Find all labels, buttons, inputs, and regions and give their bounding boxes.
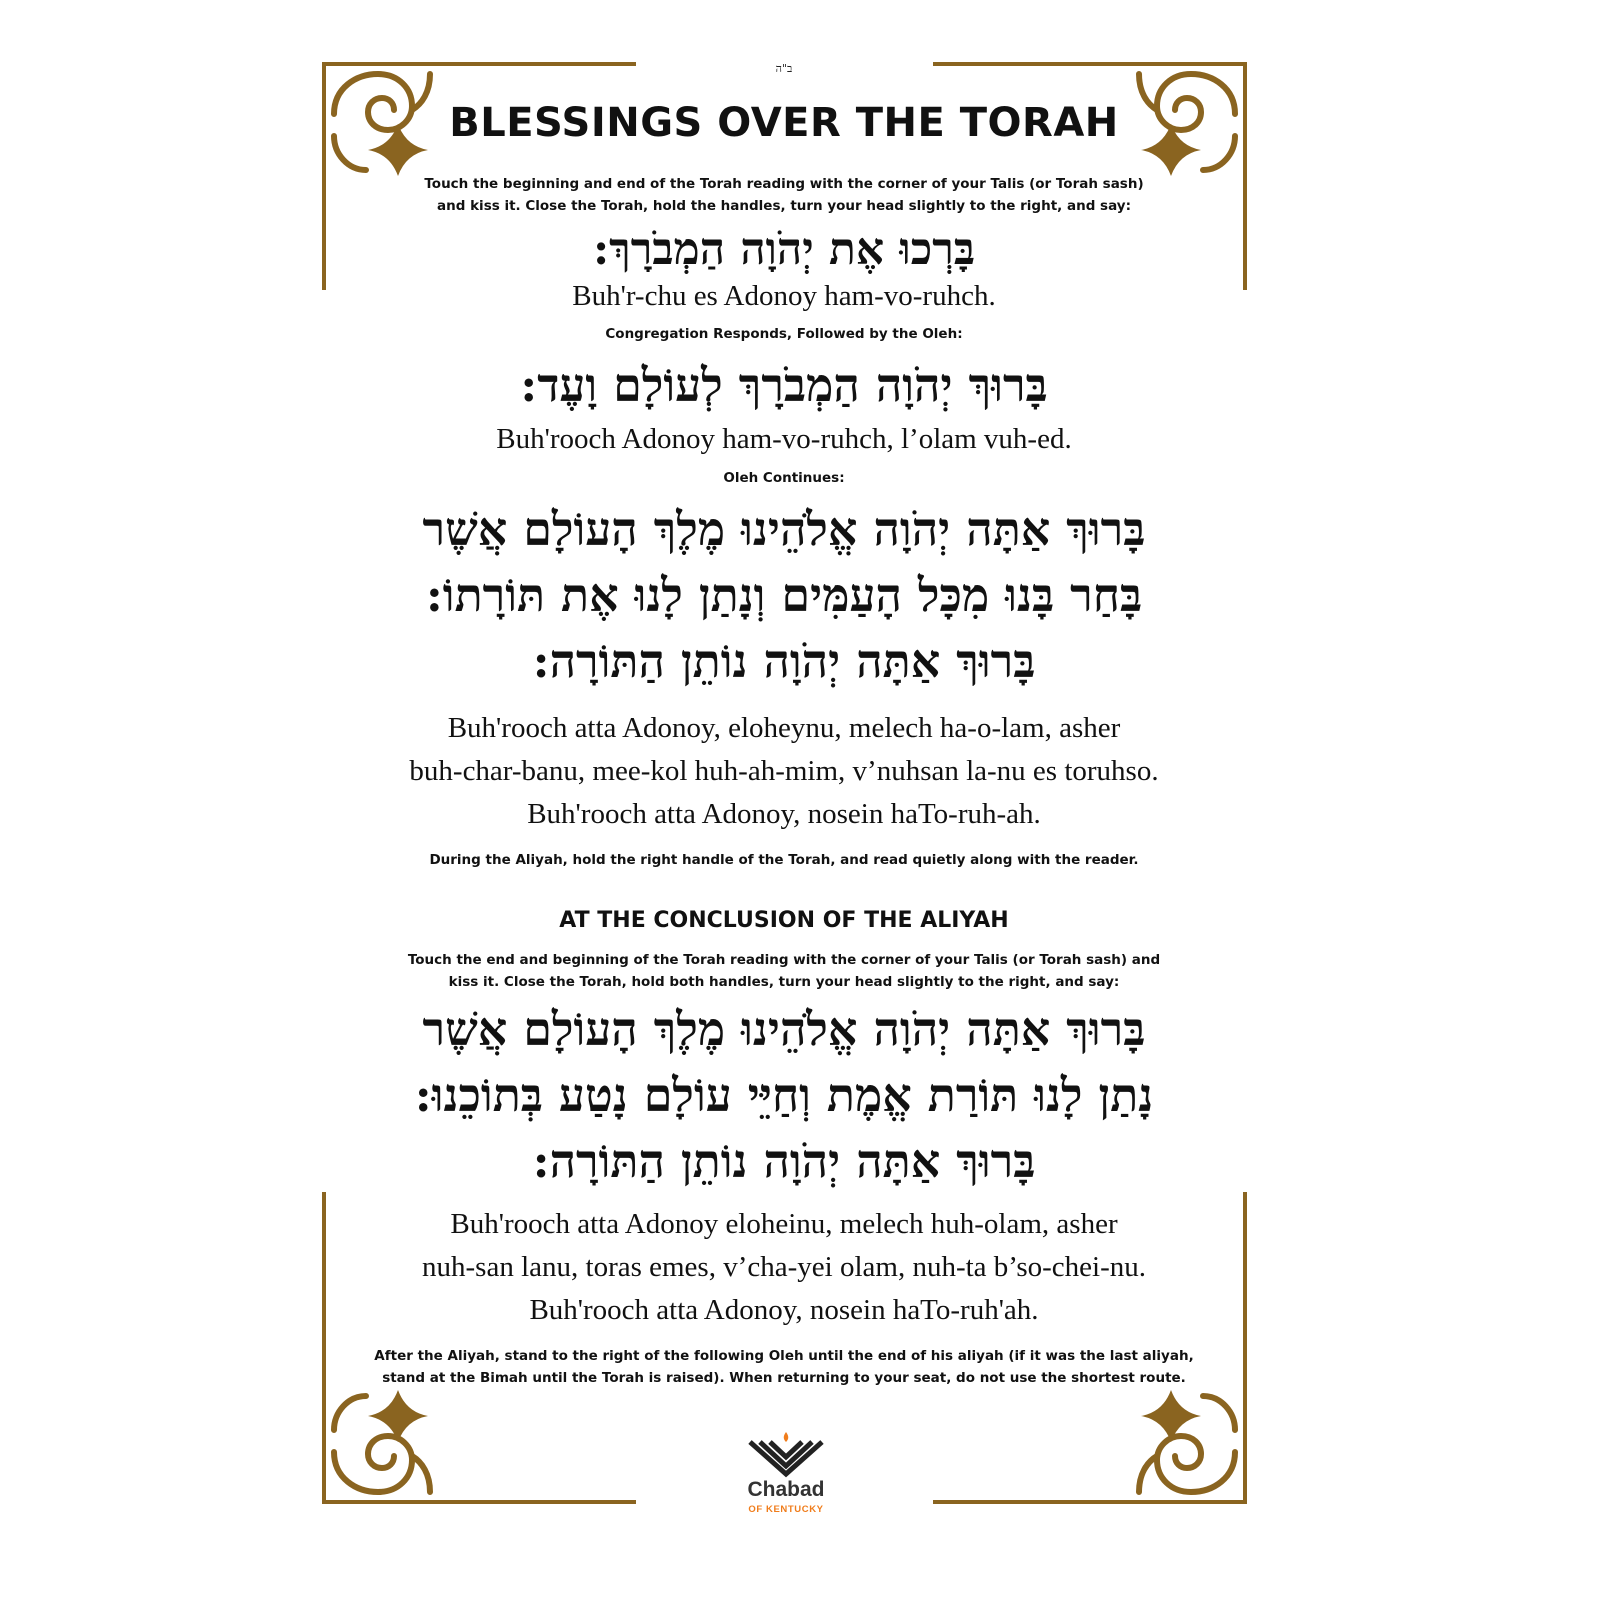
- section1-instructions: [0, 173, 1568, 217]
- hebrew-line: בָּחַר בָּנוּ מִכָּל הָעַמִּים וְנָתַן לָנוּ אֶת תּוֹרָתוֹ:: [425, 568, 1143, 622]
- instruction-line: Touch the end and beginning of the Torah reading with the corner of your Talis (or Torah sash) and: [407, 952, 1161, 968]
- hebrew-line: בָּרְכוּ אֶת יְהֹוָה הַמְבֹרָךְ:: [592, 224, 976, 275]
- corner-ornament-bottom-right-icon: [1131, 1388, 1243, 1500]
- bh-mark: ב"ה: [775, 62, 793, 75]
- note-line: After the Aliyah, stand to the right of the following Oleh until the end of his aliyah (if it was the last aliyah,: [374, 1348, 1194, 1364]
- response-label: Congregation Responds, Followed by the Oleh:: [605, 326, 963, 342]
- during-aliyah-note: During the Aliyah, hold the right handle of the Torah, and read quietly along with the reader.: [429, 852, 1139, 868]
- translit-line: Buh'rooch atta Adonoy, nosein haTo-ruh-ah.: [527, 798, 1041, 830]
- logo-name: Chabad: [747, 1478, 825, 1501]
- logo-subtitle: OF KENTUCKY: [748, 1504, 824, 1515]
- blessing-after-translit: [0, 1203, 1568, 1332]
- chabad-logo: [738, 1430, 834, 1520]
- blessing-before-translit: [0, 707, 1568, 836]
- conclusion-heading: AT THE CONCLUSION OF THE ALIYAH: [559, 908, 1009, 933]
- note-line: stand at the Bimah until the Torah is raised). When returning to your seat, do not use the shortest route.: [382, 1370, 1186, 1386]
- blessing-after-hebrew: [0, 996, 1568, 1194]
- translit-line: nuh-san lanu, toras emes, v’cha-yei olam, nuh-ta b’so-chei-nu.: [422, 1251, 1146, 1283]
- translit-line: Buh'rooch atta Adonoy, nosein haTo-ruh'ah.: [529, 1294, 1039, 1326]
- hebrew-line: בָּרוּךְ יְהֹוָה הַמְבֹרָךְ לְעוֹלָם וָעֶד:: [520, 358, 1048, 412]
- hebrew-line: בָּרוּךְ אַתָּה יְהֹוָה נוֹתֵן הַתּוֹרָה:: [532, 1134, 1036, 1188]
- response-translit: [0, 423, 1568, 456]
- hebrew-line: נָתַן לָנוּ תּוֹרַת אֱמֶת וְחַיֵּי עוֹלָם נָטַע בְּתוֹכֵנוּ:: [414, 1068, 1154, 1122]
- translit-line: Buh'rooch atta Adonoy eloheinu, melech huh-olam, asher: [450, 1208, 1118, 1240]
- translit-line: buh-char-banu, mee-kol huh-ah-mim, v’nuhsan la-nu es toruhso.: [409, 755, 1159, 787]
- frame-bottom-left-line: [322, 1500, 636, 1504]
- after-aliyah-note: [0, 1345, 1568, 1389]
- translit-line: Buh'rooch atta Adonoy, eloheynu, melech ha-o-lam, asher: [447, 712, 1121, 744]
- section2-instructions: [0, 949, 1568, 993]
- instruction-line: kiss it. Close the Torah, hold both handles, turn your head slightly to the right, and say:: [448, 974, 1120, 990]
- corner-ornament-bottom-left-icon: [326, 1388, 438, 1500]
- response-hebrew: [0, 358, 1568, 412]
- continues-label: Oleh Continues:: [723, 470, 845, 486]
- translit-line: Buh'rooch Adonoy ham-vo-ruhch, l’olam vuh-ed.: [496, 423, 1072, 455]
- chabad-chevron-flame-logo-icon: [746, 1430, 826, 1478]
- frame-bottom-right-line: [933, 1500, 1247, 1504]
- instruction-line: and kiss it. Close the Torah, hold the handles, turn your head slightly to the right, and say:: [437, 198, 1131, 214]
- hebrew-line: בָּרוּךְ אַתָּה יְהֹוָה נוֹתֵן הַתּוֹרָה:: [532, 634, 1036, 688]
- translit-line: Buh'r-chu es Adonoy ham-vo-ruhch.: [572, 280, 996, 312]
- barchu-hebrew: [0, 224, 1568, 275]
- hebrew-line: בָּרוּךְ אַתָּה יְהֹוָה אֱלֹהֵינוּ מֶלֶךְ הָעוֹלָם אֲשֶׁר: [422, 502, 1146, 556]
- barchu-translit: [0, 280, 1568, 313]
- hebrew-line: בָּרוּךְ אַתָּה יְהֹוָה אֱלֹהֵינוּ מֶלֶךְ הָעוֹלָם אֲשֶׁר: [422, 1002, 1146, 1056]
- blessing-before-hebrew: [0, 496, 1568, 694]
- page-title: BLESSINGS OVER THE TORAH: [449, 100, 1119, 146]
- instruction-line: Touch the beginning and end of the Torah reading with the corner of your Talis (or Torah sash): [424, 176, 1144, 192]
